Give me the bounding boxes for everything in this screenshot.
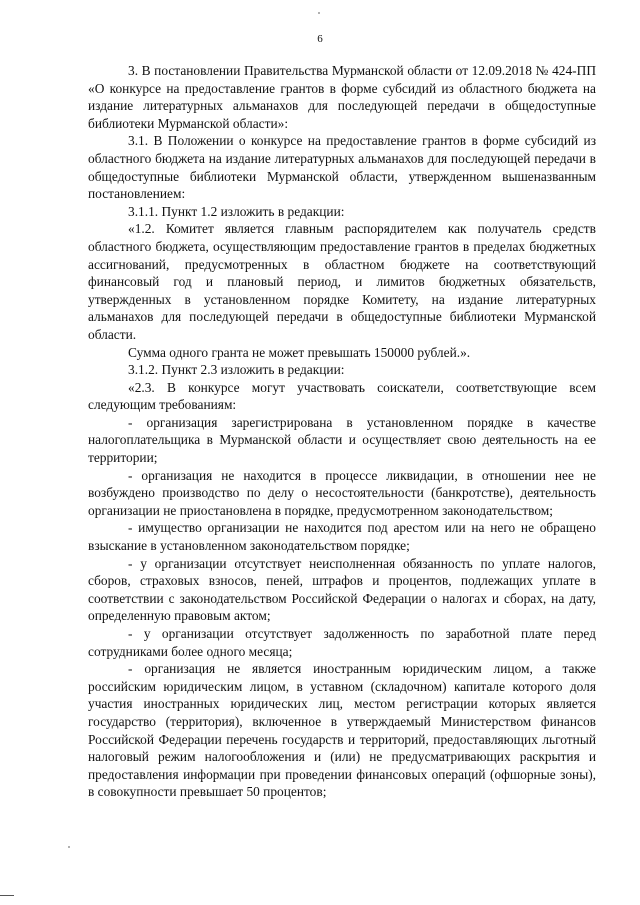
scan-edge-mark xyxy=(0,895,14,896)
requirement-no-arrest: - имущество организации не находится под арестом или на него не обращено взыскание в установленном законодательством порядке; xyxy=(88,520,596,554)
document-body xyxy=(88,62,596,801)
requirement-registration: - организация зарегистрирована в установленном порядке в качестве налогоплательщика в Мурманской области и осуществляет свою деятельность на ее территории; xyxy=(88,414,596,466)
scan-speck xyxy=(318,12,320,14)
requirement-no-tax-debt: - у организации отсутствует неисполненная обязанность по уплате налогов, сборов, страховых взносов, пеней, штрафов и процентов, подлежащих уплате в соответствии с законодательством Российской Федерации о налогах и сборах, на дату, определенную правовым актом; xyxy=(88,555,596,624)
requirement-no-liquidation: - организация не находится в процессе ликвидации, в отношении нее не возбуждено производство по делу о несостоятельности (банкротстве), деятельность организации не приостановлена в порядке, предусмотренном законодательством; xyxy=(88,467,596,518)
paragraph-3-1-1: 3.1.1. Пункт 1.2 изложить в редакции: xyxy=(128,203,345,219)
scan-speck xyxy=(68,846,70,848)
paragraph-3: 3. В постановлении Правительства Мурманской области от 12.09.2018 № 424-ПП «О конкурсе на предоставление грантов в форме субсидий из областного бюджета на издание литературных альманахов для последующей передачи в общедоступные библиотеки Мурманской области»: xyxy=(88,63,596,131)
paragraph-grant-limit: Сумма одного гранта не может превышать 150000 рублей.». xyxy=(128,344,471,360)
requirement-no-salary-debt: - у организации отсутствует задолженность по заработной плате перед сотрудниками более одного месяца; xyxy=(88,626,596,659)
page-number: 6 xyxy=(317,33,323,45)
paragraph-2-3: «2.3. В конкурсе могут участвовать соискатели, соответствующие всем следующим требованиям: xyxy=(88,379,596,413)
paragraph-1-2: «1.2. Комитет является главным распорядителем как получатель средств областного бюджета, осуществляющим предоставление грантов в пределах бюджетных ассигнований, предусмотренных в областном бюджете на соответствующий финансовый год и плановый период, и лимитов бюджетных обязательств, утвержденных в установленном порядке Комитету, на издание литературных альманахов для последующей передачи в общедоступные библиотеки Мурманской области. xyxy=(88,221,596,342)
paragraph-3-1-2: 3.1.2. Пункт 2.3 изложить в редакции: xyxy=(128,362,345,378)
paragraph-3-1: 3.1. В Положении о конкурсе на предоставление грантов в форме субсидий из областного бюджета на издание литературных альманахов для последующей передачи в общедоступные библиотеки Мурманской области, утвержденном вышеназванным постановлением: xyxy=(88,133,596,202)
requirement-not-foreign: - организация не является иностранным юридическим лицом, а также российским юридическим лицом, в уставном (складочном) капитале которого доля участия иностранных юридических лиц, местом регистрации которых является государство (территория), включенное в утверждаемый Министерством финансов Российской Федерации перечень государств и территорий, предоставляющих льготный налоговый режим налогообложения и (или) не предусматривающих раскрытия и предоставления информации при проведении финансовых операций (офшорные зоны), в совокупности превышает 50 процентов; xyxy=(88,661,596,800)
